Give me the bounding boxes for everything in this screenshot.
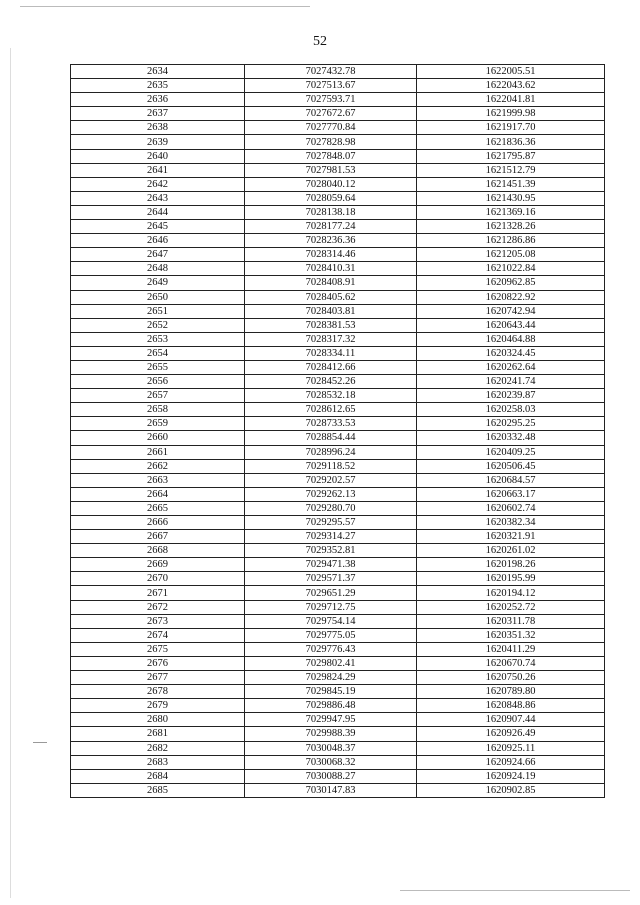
x-coordinate-cell: 7029886.48 xyxy=(245,699,417,713)
y-coordinate-cell: 1620902.85 xyxy=(417,783,605,797)
y-coordinate-cell: 1620663.17 xyxy=(417,487,605,501)
y-coordinate-cell: 1622005.51 xyxy=(417,65,605,79)
table-row xyxy=(71,220,605,234)
y-coordinate-cell: 1620962.85 xyxy=(417,276,605,290)
point-number-cell: 2636 xyxy=(71,93,245,107)
y-coordinate-cell: 1620241.74 xyxy=(417,375,605,389)
y-coordinate-cell: 1622043.62 xyxy=(417,79,605,93)
point-number-cell: 2664 xyxy=(71,487,245,501)
x-coordinate-cell: 7029571.37 xyxy=(245,572,417,586)
table-row xyxy=(71,699,605,713)
y-coordinate-cell: 1621286.86 xyxy=(417,234,605,248)
y-coordinate-cell: 1620195.99 xyxy=(417,572,605,586)
table-row xyxy=(71,93,605,107)
x-coordinate-cell: 7030068.32 xyxy=(245,755,417,769)
point-number-cell: 2652 xyxy=(71,318,245,332)
point-number-cell: 2662 xyxy=(71,459,245,473)
x-coordinate-cell: 7027828.98 xyxy=(245,135,417,149)
x-coordinate-cell: 7029280.70 xyxy=(245,501,417,515)
point-number-cell: 2635 xyxy=(71,79,245,93)
table-row xyxy=(71,79,605,93)
table-row xyxy=(71,713,605,727)
x-coordinate-cell: 7028403.81 xyxy=(245,304,417,318)
y-coordinate-cell: 1620239.87 xyxy=(417,389,605,403)
x-coordinate-cell: 7027981.53 xyxy=(245,163,417,177)
x-coordinate-cell: 7029352.81 xyxy=(245,544,417,558)
point-number-cell: 2643 xyxy=(71,191,245,205)
y-coordinate-cell: 1620324.45 xyxy=(417,346,605,360)
table-row xyxy=(71,234,605,248)
y-coordinate-cell: 1620643.44 xyxy=(417,318,605,332)
table-row xyxy=(71,530,605,544)
point-number-cell: 2670 xyxy=(71,572,245,586)
y-coordinate-cell: 1620382.34 xyxy=(417,516,605,530)
point-number-cell: 2668 xyxy=(71,544,245,558)
table-row xyxy=(71,656,605,670)
point-number-cell: 2678 xyxy=(71,685,245,699)
table-row xyxy=(71,389,605,403)
y-coordinate-cell: 1620351.32 xyxy=(417,628,605,642)
x-coordinate-cell: 7030088.27 xyxy=(245,769,417,783)
table-row xyxy=(71,304,605,318)
x-coordinate-cell: 7028410.31 xyxy=(245,262,417,276)
point-number-cell: 2640 xyxy=(71,149,245,163)
point-number-cell: 2638 xyxy=(71,121,245,135)
y-coordinate-cell: 1620742.94 xyxy=(417,304,605,318)
table-row xyxy=(71,501,605,515)
point-number-cell: 2653 xyxy=(71,332,245,346)
table-row xyxy=(71,121,605,135)
point-number-cell: 2639 xyxy=(71,135,245,149)
point-number-cell: 2673 xyxy=(71,614,245,628)
y-coordinate-cell: 1620262.64 xyxy=(417,360,605,374)
x-coordinate-cell: 7028040.12 xyxy=(245,177,417,191)
y-coordinate-cell: 1620925.11 xyxy=(417,741,605,755)
point-number-cell: 2671 xyxy=(71,586,245,600)
point-number-cell: 2645 xyxy=(71,220,245,234)
x-coordinate-cell: 7028059.64 xyxy=(245,191,417,205)
page-number: 52 xyxy=(313,34,327,49)
x-coordinate-cell: 7028996.24 xyxy=(245,445,417,459)
x-coordinate-cell: 7028408.91 xyxy=(245,276,417,290)
table-row xyxy=(71,459,605,473)
x-coordinate-cell: 7027672.67 xyxy=(245,107,417,121)
point-number-cell: 2659 xyxy=(71,417,245,431)
y-coordinate-cell: 1621836.36 xyxy=(417,135,605,149)
table-row xyxy=(71,163,605,177)
y-coordinate-cell: 1620321.91 xyxy=(417,530,605,544)
point-number-cell: 2674 xyxy=(71,628,245,642)
y-coordinate-cell: 1622041.81 xyxy=(417,93,605,107)
x-coordinate-cell: 7029845.19 xyxy=(245,685,417,699)
x-coordinate-cell: 7030147.83 xyxy=(245,783,417,797)
table-row xyxy=(71,403,605,417)
y-coordinate-cell: 1621430.95 xyxy=(417,191,605,205)
x-coordinate-cell: 7028733.53 xyxy=(245,417,417,431)
y-coordinate-cell: 1620924.19 xyxy=(417,769,605,783)
table-row xyxy=(71,107,605,121)
point-number-cell: 2669 xyxy=(71,558,245,572)
y-coordinate-cell: 1620411.29 xyxy=(417,642,605,656)
table-row xyxy=(71,600,605,614)
y-coordinate-cell: 1621917.70 xyxy=(417,121,605,135)
x-coordinate-cell: 7028317.32 xyxy=(245,332,417,346)
y-coordinate-cell: 1620332.48 xyxy=(417,431,605,445)
table-row xyxy=(71,149,605,163)
y-coordinate-cell: 1620848.86 xyxy=(417,699,605,713)
point-number-cell: 2637 xyxy=(71,107,245,121)
table-row xyxy=(71,332,605,346)
table-row xyxy=(71,544,605,558)
y-coordinate-cell: 1620464.88 xyxy=(417,332,605,346)
y-coordinate-cell: 1620924.66 xyxy=(417,755,605,769)
point-number-cell: 2657 xyxy=(71,389,245,403)
y-coordinate-cell: 1620822.92 xyxy=(417,290,605,304)
point-number-cell: 2634 xyxy=(71,65,245,79)
x-coordinate-cell: 7029262.13 xyxy=(245,487,417,501)
point-number-cell: 2679 xyxy=(71,699,245,713)
y-coordinate-cell: 1620311.78 xyxy=(417,614,605,628)
y-coordinate-cell: 1620409.25 xyxy=(417,445,605,459)
table-row xyxy=(71,741,605,755)
x-coordinate-cell: 7028138.18 xyxy=(245,205,417,219)
x-coordinate-cell: 7028452.26 xyxy=(245,375,417,389)
x-coordinate-cell: 7029947.95 xyxy=(245,713,417,727)
point-number-cell: 2650 xyxy=(71,290,245,304)
x-coordinate-cell: 7027593.71 xyxy=(245,93,417,107)
y-coordinate-cell: 1620194.12 xyxy=(417,586,605,600)
table-row xyxy=(71,375,605,389)
y-coordinate-cell: 1620261.02 xyxy=(417,544,605,558)
point-number-cell: 2675 xyxy=(71,642,245,656)
table-row xyxy=(71,431,605,445)
y-coordinate-cell: 1620602.74 xyxy=(417,501,605,515)
x-coordinate-cell: 7029988.39 xyxy=(245,727,417,741)
x-coordinate-cell: 7029118.52 xyxy=(245,459,417,473)
point-number-cell: 2680 xyxy=(71,713,245,727)
x-coordinate-cell: 7029802.41 xyxy=(245,656,417,670)
y-coordinate-cell: 1621795.87 xyxy=(417,149,605,163)
table-row xyxy=(71,276,605,290)
point-number-cell: 2677 xyxy=(71,671,245,685)
point-number-cell: 2663 xyxy=(71,473,245,487)
table-row xyxy=(71,671,605,685)
x-coordinate-cell: 7028854.44 xyxy=(245,431,417,445)
x-coordinate-cell: 7029824.29 xyxy=(245,671,417,685)
point-number-cell: 2666 xyxy=(71,516,245,530)
table-row xyxy=(71,248,605,262)
x-coordinate-cell: 7029776.43 xyxy=(245,642,417,656)
y-coordinate-cell: 1621512.79 xyxy=(417,163,605,177)
table-row xyxy=(71,487,605,501)
x-coordinate-cell: 7029471.38 xyxy=(245,558,417,572)
point-number-cell: 2649 xyxy=(71,276,245,290)
table-row xyxy=(71,177,605,191)
x-coordinate-cell: 7030048.37 xyxy=(245,741,417,755)
x-coordinate-cell: 7028381.53 xyxy=(245,318,417,332)
table-row xyxy=(71,558,605,572)
table-row xyxy=(71,360,605,374)
point-number-cell: 2658 xyxy=(71,403,245,417)
x-coordinate-cell: 7027770.84 xyxy=(245,121,417,135)
table-row xyxy=(71,65,605,79)
table-row xyxy=(71,205,605,219)
point-number-cell: 2681 xyxy=(71,727,245,741)
y-coordinate-cell: 1621328.26 xyxy=(417,220,605,234)
table-row xyxy=(71,417,605,431)
point-number-cell: 2651 xyxy=(71,304,245,318)
y-coordinate-cell: 1620506.45 xyxy=(417,459,605,473)
table-row xyxy=(71,191,605,205)
table-row xyxy=(71,516,605,530)
point-number-cell: 2644 xyxy=(71,205,245,219)
y-coordinate-cell: 1620926.49 xyxy=(417,727,605,741)
y-coordinate-cell: 1620252.72 xyxy=(417,600,605,614)
table-row xyxy=(71,685,605,699)
point-number-cell: 2646 xyxy=(71,234,245,248)
y-coordinate-cell: 1620684.57 xyxy=(417,473,605,487)
point-number-cell: 2660 xyxy=(71,431,245,445)
table-row xyxy=(71,318,605,332)
y-coordinate-cell: 1620789.80 xyxy=(417,685,605,699)
y-coordinate-cell: 1620670.74 xyxy=(417,656,605,670)
x-coordinate-cell: 7027513.67 xyxy=(245,79,417,93)
point-number-cell: 2661 xyxy=(71,445,245,459)
table-row xyxy=(71,783,605,797)
table-row xyxy=(71,755,605,769)
table-row xyxy=(71,769,605,783)
x-coordinate-cell: 7028532.18 xyxy=(245,389,417,403)
point-number-cell: 2685 xyxy=(71,783,245,797)
x-coordinate-cell: 7029712.75 xyxy=(245,600,417,614)
x-coordinate-cell: 7028405.62 xyxy=(245,290,417,304)
point-number-cell: 2647 xyxy=(71,248,245,262)
point-number-cell: 2642 xyxy=(71,177,245,191)
x-coordinate-cell: 7029314.27 xyxy=(245,530,417,544)
y-coordinate-cell: 1621205.08 xyxy=(417,248,605,262)
point-number-cell: 2665 xyxy=(71,501,245,515)
point-number-cell: 2656 xyxy=(71,375,245,389)
table-row xyxy=(71,346,605,360)
x-coordinate-cell: 7028412.66 xyxy=(245,360,417,374)
scan-mark xyxy=(33,742,47,743)
x-coordinate-cell: 7028612.65 xyxy=(245,403,417,417)
y-coordinate-cell: 1620198.26 xyxy=(417,558,605,572)
table-row xyxy=(71,727,605,741)
y-coordinate-cell: 1621022.84 xyxy=(417,262,605,276)
point-number-cell: 2684 xyxy=(71,769,245,783)
y-coordinate-cell: 1621369.16 xyxy=(417,205,605,219)
x-coordinate-cell: 7029295.57 xyxy=(245,516,417,530)
point-number-cell: 2672 xyxy=(71,600,245,614)
y-coordinate-cell: 1620258.03 xyxy=(417,403,605,417)
point-number-cell: 2682 xyxy=(71,741,245,755)
x-coordinate-cell: 7028236.36 xyxy=(245,234,417,248)
y-coordinate-cell: 1621451.39 xyxy=(417,177,605,191)
scan-edge-line xyxy=(10,48,11,898)
table-row xyxy=(71,473,605,487)
point-number-cell: 2683 xyxy=(71,755,245,769)
table-row xyxy=(71,628,605,642)
point-number-cell: 2676 xyxy=(71,656,245,670)
x-coordinate-cell: 7029202.57 xyxy=(245,473,417,487)
point-number-cell: 2667 xyxy=(71,530,245,544)
point-number-cell: 2655 xyxy=(71,360,245,374)
y-coordinate-cell: 1620295.25 xyxy=(417,417,605,431)
x-coordinate-cell: 7027432.78 xyxy=(245,65,417,79)
x-coordinate-cell: 7029775.05 xyxy=(245,628,417,642)
table-row xyxy=(71,614,605,628)
point-number-cell: 2641 xyxy=(71,163,245,177)
table-row xyxy=(71,642,605,656)
table-row xyxy=(71,135,605,149)
x-coordinate-cell: 7028177.24 xyxy=(245,220,417,234)
y-coordinate-cell: 1620750.26 xyxy=(417,671,605,685)
point-number-cell: 2654 xyxy=(71,346,245,360)
x-coordinate-cell: 7027848.07 xyxy=(245,149,417,163)
y-coordinate-cell: 1620907.44 xyxy=(417,713,605,727)
scan-edge-line xyxy=(400,890,630,891)
x-coordinate-cell: 7029754.14 xyxy=(245,614,417,628)
x-coordinate-cell: 7028314.46 xyxy=(245,248,417,262)
coordinates-table xyxy=(70,64,605,798)
coordinates-table-body xyxy=(71,65,605,798)
table-row xyxy=(71,572,605,586)
y-coordinate-cell: 1621999.98 xyxy=(417,107,605,121)
table-row xyxy=(71,445,605,459)
x-coordinate-cell: 7029651.29 xyxy=(245,586,417,600)
table-row xyxy=(71,586,605,600)
x-coordinate-cell: 7028334.11 xyxy=(245,346,417,360)
scan-edge-line xyxy=(20,6,310,7)
table-row xyxy=(71,262,605,276)
table-row xyxy=(71,290,605,304)
point-number-cell: 2648 xyxy=(71,262,245,276)
